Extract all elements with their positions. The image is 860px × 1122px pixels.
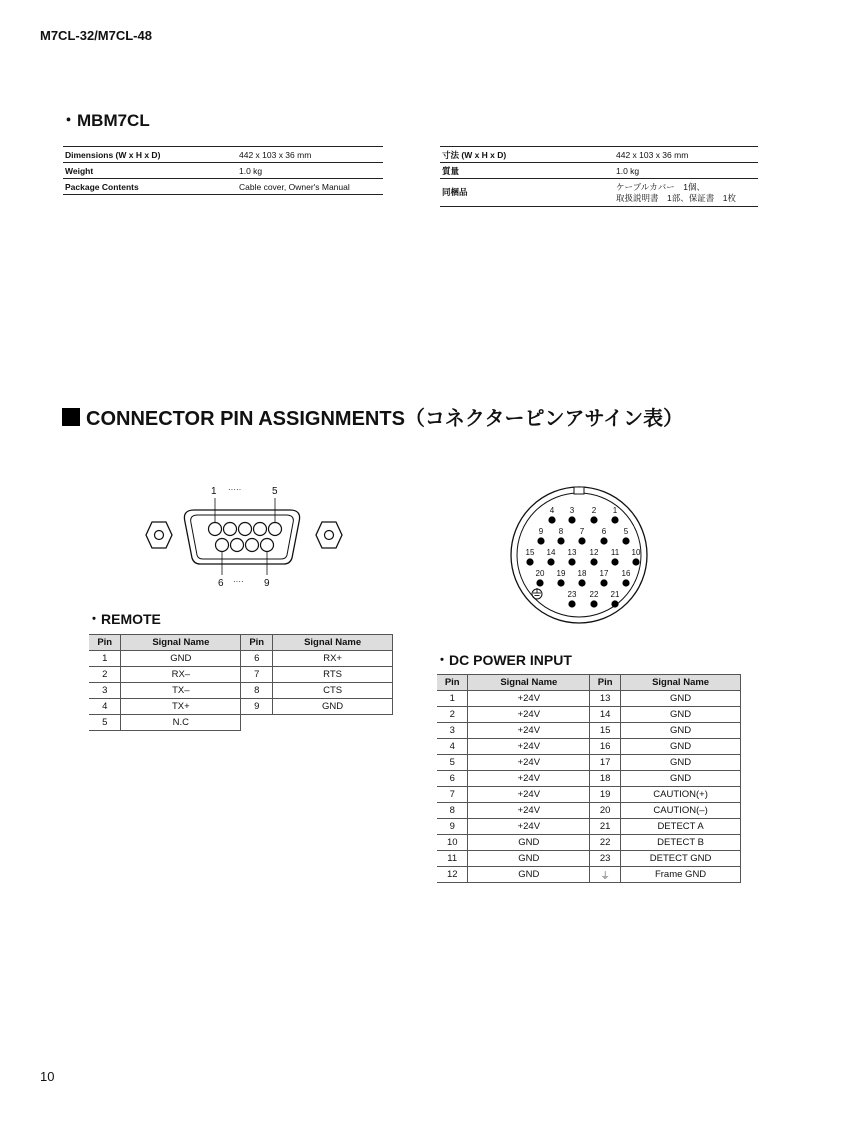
remote-section-title: ・REMOTE — [87, 611, 161, 627]
table-row — [437, 723, 741, 739]
table-row — [437, 803, 741, 819]
column-header: Pin — [241, 635, 273, 651]
column-header: Pin — [437, 675, 468, 691]
column-header: Pin — [89, 635, 121, 651]
pin-cell: 20 — [590, 803, 621, 819]
spec-value: ケーブルカバー 1個、 取扱説明書 1部、保証書 1枚 — [614, 179, 758, 207]
connector-pin-label: 12 — [589, 548, 599, 557]
connector-pin — [600, 579, 607, 586]
connector-pin — [557, 537, 564, 544]
dsub-outer-shell — [184, 510, 299, 564]
mbm7cl-section-title: ・MBM7CL — [60, 111, 150, 130]
pin-cell: 8 — [241, 683, 273, 699]
pin-cell: 1 — [89, 651, 121, 667]
table-row — [437, 835, 741, 851]
signal-cell: GND — [273, 699, 393, 715]
connector-pin-label: 5 — [623, 527, 629, 536]
connector-pin-label: 7 — [579, 527, 585, 536]
connector-pin — [611, 600, 618, 607]
connector-pin — [578, 579, 585, 586]
connector-pin — [590, 600, 597, 607]
table-row — [437, 771, 741, 787]
right-hex-nut — [316, 522, 342, 548]
table-row — [89, 699, 393, 715]
connector-pin — [622, 537, 629, 544]
table-row — [89, 683, 393, 699]
dc-power-circular-connector-diagram — [508, 484, 650, 626]
pin-cell: 10 — [437, 835, 468, 851]
table-row — [437, 787, 741, 803]
connector-pin-label: 21 — [610, 590, 620, 599]
pin-cell: 9 — [241, 699, 273, 715]
pin-cell: 5 — [89, 715, 121, 731]
pin-hole — [269, 523, 282, 536]
signal-cell: RX+ — [273, 651, 393, 667]
signal-cell: GND — [121, 651, 241, 667]
signal-cell: DETECT B — [621, 835, 741, 851]
connector-pin-label: 1 — [612, 506, 618, 515]
connector-pin — [548, 516, 555, 523]
spec-key: Weight — [63, 163, 237, 179]
connector-pin — [536, 579, 543, 586]
connector-pin-label: 20 — [535, 569, 545, 578]
signal-cell: TX+ — [121, 699, 241, 715]
pin-hole — [209, 523, 222, 536]
signal-cell: +24V — [468, 739, 590, 755]
connector-pin-label: 13 — [567, 548, 577, 557]
heading-square-marker — [62, 408, 80, 426]
connector-pin-label: 17 — [599, 569, 609, 578]
signal-cell: +24V — [468, 803, 590, 819]
signal-cell: GND — [621, 723, 741, 739]
table-row — [89, 667, 393, 683]
column-header: Pin — [590, 675, 621, 691]
pin-hole — [254, 523, 267, 536]
connector-pin — [537, 537, 544, 544]
signal-cell: GND — [621, 739, 741, 755]
pin-cell: 1 — [437, 691, 468, 707]
table-row — [437, 707, 741, 723]
connector-pin-label: 22 — [589, 590, 599, 599]
table-row — [89, 715, 393, 731]
pin-cell: 23 — [590, 851, 621, 867]
signal-cell: +24V — [468, 787, 590, 803]
connector-pin-label: 9 — [538, 527, 544, 536]
pin-cell: 5 — [437, 755, 468, 771]
connector-key-notch — [574, 487, 584, 494]
spec-row — [440, 163, 758, 179]
table-row — [89, 651, 393, 667]
heading-text: CONNECTOR PIN ASSIGNMENTS（コネクターピンアサイン表） — [86, 408, 684, 430]
table-row — [437, 739, 741, 755]
pin-label-dots: ···· — [233, 577, 244, 586]
pin-cell: 22 — [590, 835, 621, 851]
spec-row — [63, 147, 383, 163]
spec-key: Dimensions (W x H x D) — [63, 147, 237, 163]
connector-pin-assignments-heading — [62, 402, 683, 431]
dsub-pin-holes — [209, 523, 282, 552]
connector-pin-label: 16 — [621, 569, 631, 578]
spec-row — [63, 163, 383, 179]
pin-cell: ⏚ — [590, 867, 621, 883]
pin-cell: 3 — [437, 723, 468, 739]
signal-cell: +24V — [468, 723, 590, 739]
pin-hole — [239, 523, 252, 536]
spec-value: 442 x 103 x 36 mm — [614, 147, 758, 163]
empty-cell — [241, 715, 273, 731]
spec-key: Package Contents — [63, 179, 237, 195]
pin-cell: 7 — [241, 667, 273, 683]
signal-cell: GND — [621, 771, 741, 787]
dc-power-pin-table — [437, 674, 741, 883]
pin-hole — [224, 523, 237, 536]
dsub9-connector-diagram — [140, 478, 360, 590]
spec-key: 質量 — [440, 163, 614, 179]
table-row — [437, 691, 741, 707]
connector-pins — [526, 506, 641, 608]
pin-cell: 11 — [437, 851, 468, 867]
pin-cell: 18 — [590, 771, 621, 787]
spec-row — [63, 179, 383, 195]
table-row — [437, 755, 741, 771]
signal-cell: +24V — [468, 819, 590, 835]
connector-pin-label: 14 — [546, 548, 556, 557]
signal-cell: GND — [621, 755, 741, 771]
column-header: Signal Name — [121, 635, 241, 651]
pin-cell: 14 — [590, 707, 621, 723]
connector-pin — [600, 537, 607, 544]
signal-cell: CAUTION(+) — [621, 787, 741, 803]
column-header: Signal Name — [468, 675, 590, 691]
connector-pin-label: 2 — [591, 506, 597, 515]
connector-pin — [590, 558, 597, 565]
pin-cell: 9 — [437, 819, 468, 835]
connector-pin — [557, 579, 564, 586]
signal-cell: TX– — [121, 683, 241, 699]
mbm7cl-spec-table-japanese — [440, 146, 758, 207]
signal-cell: +24V — [468, 691, 590, 707]
spec-row — [440, 147, 758, 163]
signal-cell: CAUTION(–) — [621, 803, 741, 819]
empty-cell — [273, 715, 393, 731]
pin-cell: 13 — [590, 691, 621, 707]
column-header: Signal Name — [273, 635, 393, 651]
pin-label-5: 5 — [272, 486, 278, 497]
signal-cell: +24V — [468, 771, 590, 787]
pin-hole — [246, 539, 259, 552]
pin-cell: 15 — [590, 723, 621, 739]
signal-cell: GND — [468, 851, 590, 867]
pin-cell: 17 — [590, 755, 621, 771]
pin-hole — [231, 539, 244, 552]
pin-hole — [216, 539, 229, 552]
connector-pin — [611, 516, 618, 523]
pin-cell: 4 — [437, 739, 468, 755]
pin-cell: 7 — [437, 787, 468, 803]
connector-pin-label: 10 — [631, 548, 641, 557]
remote-pin-table — [89, 634, 393, 731]
signal-cell: GND — [621, 707, 741, 723]
signal-cell: GND — [468, 867, 590, 883]
pin-cell: 6 — [241, 651, 273, 667]
pin-cell: 4 — [89, 699, 121, 715]
connector-pin — [622, 579, 629, 586]
connector-pin-label: 8 — [558, 527, 564, 536]
pin-cell: 6 — [437, 771, 468, 787]
document-model-header: M7CL-32/M7CL-48 — [40, 28, 152, 43]
signal-cell: GND — [621, 691, 741, 707]
table-row — [437, 851, 741, 867]
pin-label-1: 1 — [211, 486, 217, 497]
pin-label-6: 6 — [218, 578, 224, 589]
pin-label-dots: ····· — [228, 485, 242, 494]
spec-value: 1.0 kg — [237, 163, 383, 179]
connector-pin-label: 11 — [610, 548, 620, 557]
table-row — [437, 819, 741, 835]
signal-cell: DETECT A — [621, 819, 741, 835]
connector-pin-label: 15 — [525, 548, 535, 557]
signal-cell: Frame GND — [621, 867, 741, 883]
frame-ground-icon — [532, 588, 542, 599]
pin-cell: 12 — [437, 867, 468, 883]
connector-pin — [568, 516, 575, 523]
spec-value: 442 x 103 x 36 mm — [237, 147, 383, 163]
connector-pin-label: 3 — [569, 506, 575, 515]
mbm7cl-spec-table-english — [63, 146, 383, 195]
signal-cell: RX– — [121, 667, 241, 683]
table-row — [437, 867, 741, 883]
spec-key: 同梱品 — [440, 179, 614, 207]
connector-pin — [568, 600, 575, 607]
signal-cell: RTS — [273, 667, 393, 683]
connector-pin — [578, 537, 585, 544]
connector-pin — [547, 558, 554, 565]
table-header-row — [437, 675, 741, 691]
signal-cell: N.C — [121, 715, 241, 731]
connector-pin — [526, 558, 533, 565]
spec-value: Cable cover, Owner's Manual — [237, 179, 383, 195]
table-header-row — [89, 635, 393, 651]
spec-key: 寸法 (W x H x D) — [440, 147, 614, 163]
pin-cell: 16 — [590, 739, 621, 755]
page-number: 10 — [40, 1069, 55, 1084]
pin-cell: 21 — [590, 819, 621, 835]
pin-cell: 2 — [89, 667, 121, 683]
connector-pin-label: 19 — [556, 569, 566, 578]
pin-cell: 8 — [437, 803, 468, 819]
signal-cell: DETECT GND — [621, 851, 741, 867]
spec-value: 1.0 kg — [614, 163, 758, 179]
pin-cell: 2 — [437, 707, 468, 723]
connector-pin — [611, 558, 618, 565]
connector-pin — [632, 558, 639, 565]
connector-pin-label: 4 — [549, 506, 555, 515]
spec-row — [440, 179, 758, 207]
column-header: Signal Name — [621, 675, 741, 691]
signal-cell: +24V — [468, 755, 590, 771]
left-hex-nut — [146, 522, 172, 548]
signal-cell: CTS — [273, 683, 393, 699]
dc-power-input-section-title: ・DC POWER INPUT — [435, 652, 572, 668]
connector-pin — [568, 558, 575, 565]
pin-hole — [261, 539, 274, 552]
signal-cell: +24V — [468, 707, 590, 723]
signal-cell: GND — [468, 835, 590, 851]
connector-pin — [590, 516, 597, 523]
connector-pin-label: 23 — [567, 590, 577, 599]
pin-cell: 19 — [590, 787, 621, 803]
pin-label-9: 9 — [264, 578, 270, 589]
connector-pin-label: 6 — [601, 527, 607, 536]
connector-pin-label: 18 — [577, 569, 587, 578]
dsub-inner-shell — [191, 515, 294, 559]
pin-cell: 3 — [89, 683, 121, 699]
